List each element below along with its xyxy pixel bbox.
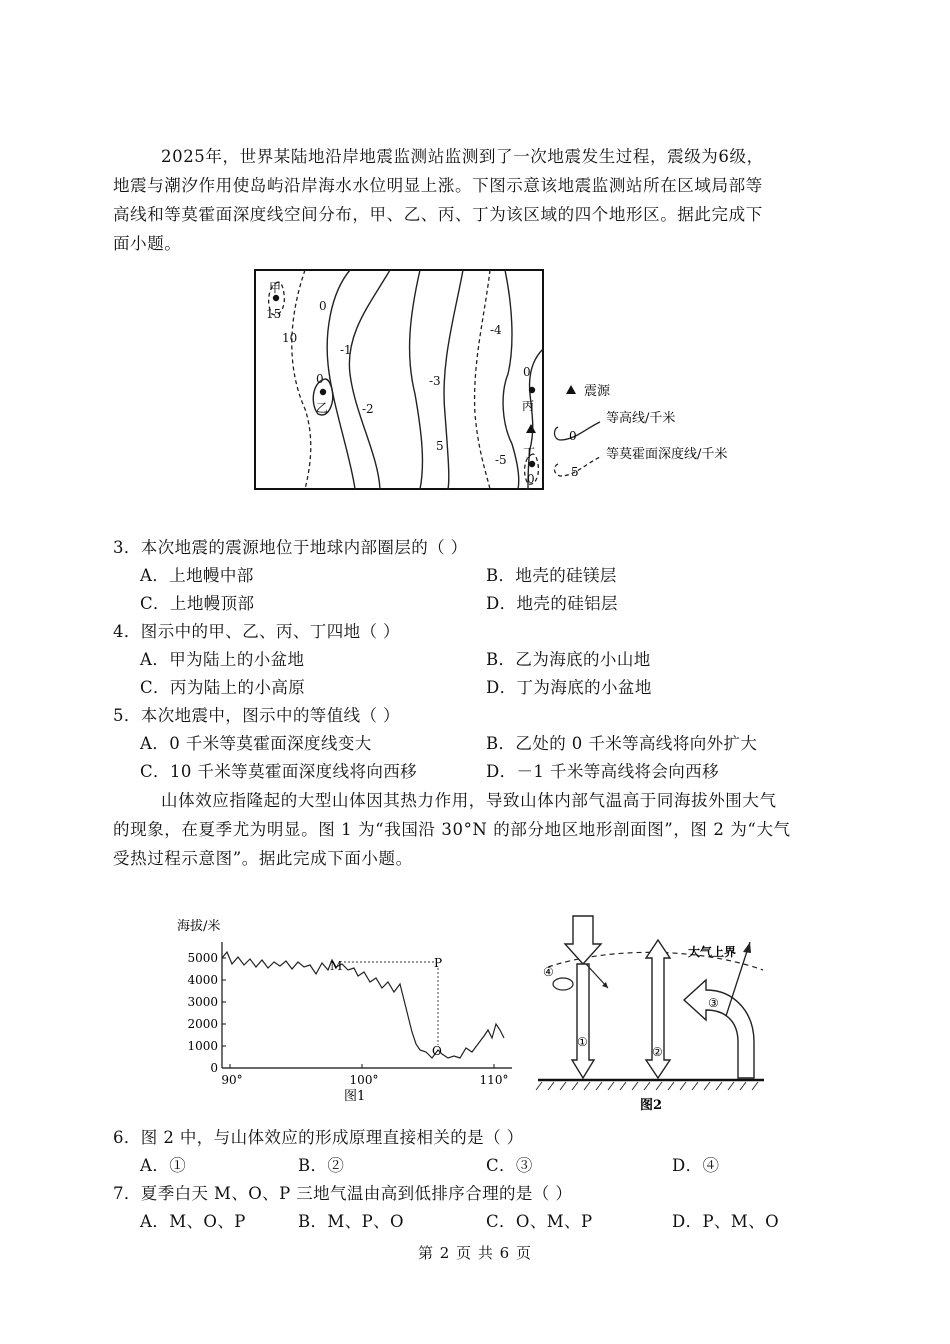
q6-option-d[interactable]: D．④: [672, 1156, 720, 1175]
fig1-xtick-110: 110°: [479, 1073, 509, 1087]
arrow-3-shape: [684, 980, 754, 1078]
fig1-xtick-90: 90°: [221, 1073, 243, 1087]
contour-label-10: 0: [523, 365, 531, 379]
q3-option-b[interactable]: B．地壳的硅镁层: [486, 566, 617, 585]
point-yi-dot: [320, 389, 326, 395]
question-7-stem: 7．夏季白天 M、O、P 三地气温由高到低排序合理的是（ ）: [113, 1184, 573, 1203]
q7-option-c[interactable]: C．O、M、P: [486, 1212, 593, 1231]
intro1-line-4: 面小题。: [113, 234, 182, 253]
fig1-ytick-1000: 1000: [187, 1039, 218, 1053]
contour-label-12: 0: [527, 472, 535, 486]
fig2-caption: 图2: [640, 1098, 663, 1113]
q5-option-a[interactable]: A．0 千米等莫霍面深度线变大: [140, 734, 372, 753]
fig1-ytick-5000: 5000: [187, 951, 218, 965]
question-4-stem: 4．图示中的甲、乙、丙、丁四地（ ）: [113, 622, 400, 641]
point-bing-dot: [529, 387, 535, 393]
atmosphere-heating-figure: [528, 912, 778, 1117]
contour-label-11: -5: [495, 453, 507, 467]
intro-paragraph-1: [113, 142, 835, 258]
point-bing-label: 丙: [522, 399, 535, 413]
terrain-profile-figure: [172, 912, 522, 1112]
q4-option-a[interactable]: A．甲为陆上的小盆地: [140, 650, 305, 669]
fig1-ytick-0: 0: [210, 1061, 218, 1075]
point-ding-label: 丁: [523, 446, 536, 460]
intro1-line-2: 地震与潮汐作用使岛屿沿岸海水水位明显上涨。下图示意该地震监测站所在区域局部等: [113, 176, 763, 195]
point-ding-dot: [529, 461, 535, 467]
arrow-1-label: ①: [577, 1035, 588, 1049]
contour-label-1: 15: [266, 307, 282, 321]
q3-option-a[interactable]: A．上地幔中部: [140, 566, 254, 585]
epicenter-marker: [526, 424, 536, 433]
q4-option-b[interactable]: B．乙为海底的小山地: [486, 650, 651, 669]
q6-option-c[interactable]: C．③: [486, 1156, 533, 1175]
fig1-xtick-100: 100°: [349, 1073, 379, 1087]
fig1-ylabel: 海拔/米: [177, 919, 221, 934]
question-6-stem: 6．图 2 中，与山体效应的形成原理直接相关的是（ ）: [113, 1128, 524, 1147]
fig1-point-m: M: [330, 959, 343, 973]
fig1-ytick-2000: 2000: [187, 1017, 218, 1031]
arrow-4-label: ④: [543, 965, 554, 979]
arrow-1-shape: [565, 916, 601, 964]
q6-option-a[interactable]: A．①: [140, 1156, 187, 1175]
q5-option-c[interactable]: C．10 千米等莫霍面深度线将向西移: [140, 762, 418, 781]
fig1-point-o: O: [432, 1044, 442, 1058]
legend-epicenter-icon: [566, 385, 576, 394]
q4-option-d[interactable]: D．丁为海底的小盆地: [486, 678, 652, 697]
q6-option-b[interactable]: B．②: [298, 1156, 345, 1175]
q7-option-d[interactable]: D．P、M、O: [672, 1212, 780, 1231]
question-3-stem: 3．本次地震的震源地位于地球内部圈层的（ ）: [113, 538, 468, 557]
fig1-caption: 图1: [344, 1089, 366, 1104]
contour-label-6: -2: [362, 402, 374, 416]
arrow-3-label: ③: [708, 996, 719, 1010]
intro2-line-3: 受热过程示意图”。据此完成下面小题。: [113, 849, 413, 868]
contour-label-9: -4: [490, 323, 502, 337]
fig1-yticks: [187, 951, 218, 1075]
contour-label-5: 0: [316, 372, 324, 386]
fig1-ytick-3000: 3000: [187, 995, 218, 1009]
contour-label-2: 0: [319, 299, 327, 313]
contour-label-4: -1: [340, 343, 352, 357]
q7-option-a[interactable]: A．M、O、P: [140, 1212, 246, 1231]
intro2-line-2: 的现象，在夏季尤为明显。图 1 为“我国沿 30°N 的部分地区地形剖面图”，图 2 为“大气: [113, 820, 791, 839]
legend-moho-sample: 5: [571, 465, 579, 479]
point-jia-dot: [273, 295, 279, 301]
q5-option-d[interactable]: D．－1 千米等高线将会向西移: [486, 762, 719, 781]
contour-label-3: 10: [282, 331, 298, 345]
point-jia-label: 甲: [269, 281, 282, 295]
point-yi-label: 乙: [316, 401, 329, 415]
contour-map-figure: [250, 264, 770, 496]
arrow-2-label: ②: [652, 1045, 663, 1059]
page-footer: 第 2 页 共 6 页: [418, 1244, 532, 1262]
q7-option-b[interactable]: B．M、P、O: [298, 1212, 404, 1231]
terrain-profile-line: [222, 952, 504, 1058]
legend-contour-icon: [554, 427, 560, 440]
q4-option-c[interactable]: C．丙为陆上的小高原: [140, 678, 306, 697]
legend-epicenter-label: 震源: [584, 384, 611, 399]
fig2-top-label: 大气上界: [688, 945, 737, 959]
legend-moho-label: 等莫霍面深度线/千米: [606, 447, 728, 462]
fig1-xticks: [221, 1073, 508, 1087]
cloud-icon: [553, 978, 573, 990]
intro1-line-1: 2025年，世界某陆地沿岸地震监测站监测到了一次地震发生过程，震级为6级，: [161, 147, 764, 166]
legend-contour-sample: 0: [569, 429, 577, 443]
q5-option-b[interactable]: B．乙处的 0 千米等高线将向外扩大: [486, 734, 758, 753]
fig1-ytick-4000: 4000: [187, 973, 218, 987]
intro1-line-3: 高线和等莫霍面深度线空间分布，甲、乙、丙、丁为该区域的四个地形区。据此完成下: [113, 205, 763, 224]
question-5-stem: 5．本次地震中，图示中的等值线（ ）: [113, 706, 400, 725]
intro-paragraph-2: [113, 786, 835, 873]
q3-option-d[interactable]: D．地壳的硅铝层: [486, 594, 618, 613]
contour-label-8: 5: [436, 439, 444, 453]
contour-label-7: -3: [429, 374, 441, 388]
intro2-line-1: 山体效应指隆起的大型山体因其热力作用，导致山体内部气温高于同海拔外围大气: [161, 791, 777, 810]
legend-contour-label: 等高线/千米: [606, 411, 676, 426]
q3-option-c[interactable]: C．上地幔顶部: [140, 594, 255, 613]
fig1-point-p: P: [434, 956, 443, 970]
